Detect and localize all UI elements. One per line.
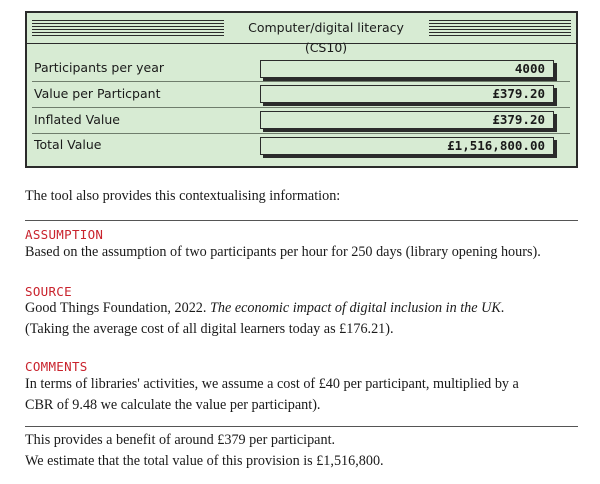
comments-heading: COMMENTS <box>25 359 88 374</box>
section-divider <box>25 426 578 427</box>
source-citation <box>25 298 504 319</box>
source-title: The economic impact of digital inclusion in the UK <box>209 300 501 316</box>
row-divider <box>32 81 570 82</box>
comments-text-line2: CBR of 9.48 we calculate the value per participant). <box>25 397 321 413</box>
row-label-total-value: Total Value <box>34 137 102 152</box>
summary-line2: We estimate that the total value of this provision is £1,516,800. <box>25 453 384 469</box>
source-heading: SOURCE <box>25 284 72 299</box>
value-per-participant-field[interactable]: £379.20 <box>260 85 554 103</box>
source-end: . <box>500 300 505 316</box>
source-note: (Taking the average cost of all digital learners today as £176.21). <box>25 321 394 337</box>
participants-value-field[interactable]: 4000 <box>260 60 554 78</box>
title-stripes-left <box>32 20 224 36</box>
intro-text: The tool also provides this contextualising information: <box>25 188 341 204</box>
row-label-value-per-participant: Value per Particpant <box>34 86 161 101</box>
row-label-inflated-value: Inflated Value <box>34 112 120 127</box>
row-divider <box>32 133 570 134</box>
row-label-participants: Participants per year <box>34 60 165 75</box>
panel-title-bar <box>27 13 576 55</box>
inflated-value-field[interactable]: £379.20 <box>260 111 554 129</box>
summary-line1: This provides a benefit of around £379 per participant. <box>25 432 336 448</box>
assumption-heading: ASSUMPTION <box>25 227 104 242</box>
total-value-field[interactable]: £1,516,800.00 <box>260 137 554 155</box>
source-author: Good Things Foundation, 2022. <box>25 300 210 316</box>
row-divider <box>32 107 570 108</box>
comments-text-line1: In terms of libraries' activities, we assume a cost of £40 per participant, multiplied by a <box>25 376 519 392</box>
section-divider <box>25 220 578 221</box>
title-stripes-right <box>429 20 571 36</box>
assumption-text: Based on the assumption of two participants per hour for 250 days (library opening hours). <box>25 244 541 260</box>
panel-title: Computer/digital literacy (CS10) <box>226 18 426 38</box>
calculator-panel <box>25 11 578 168</box>
